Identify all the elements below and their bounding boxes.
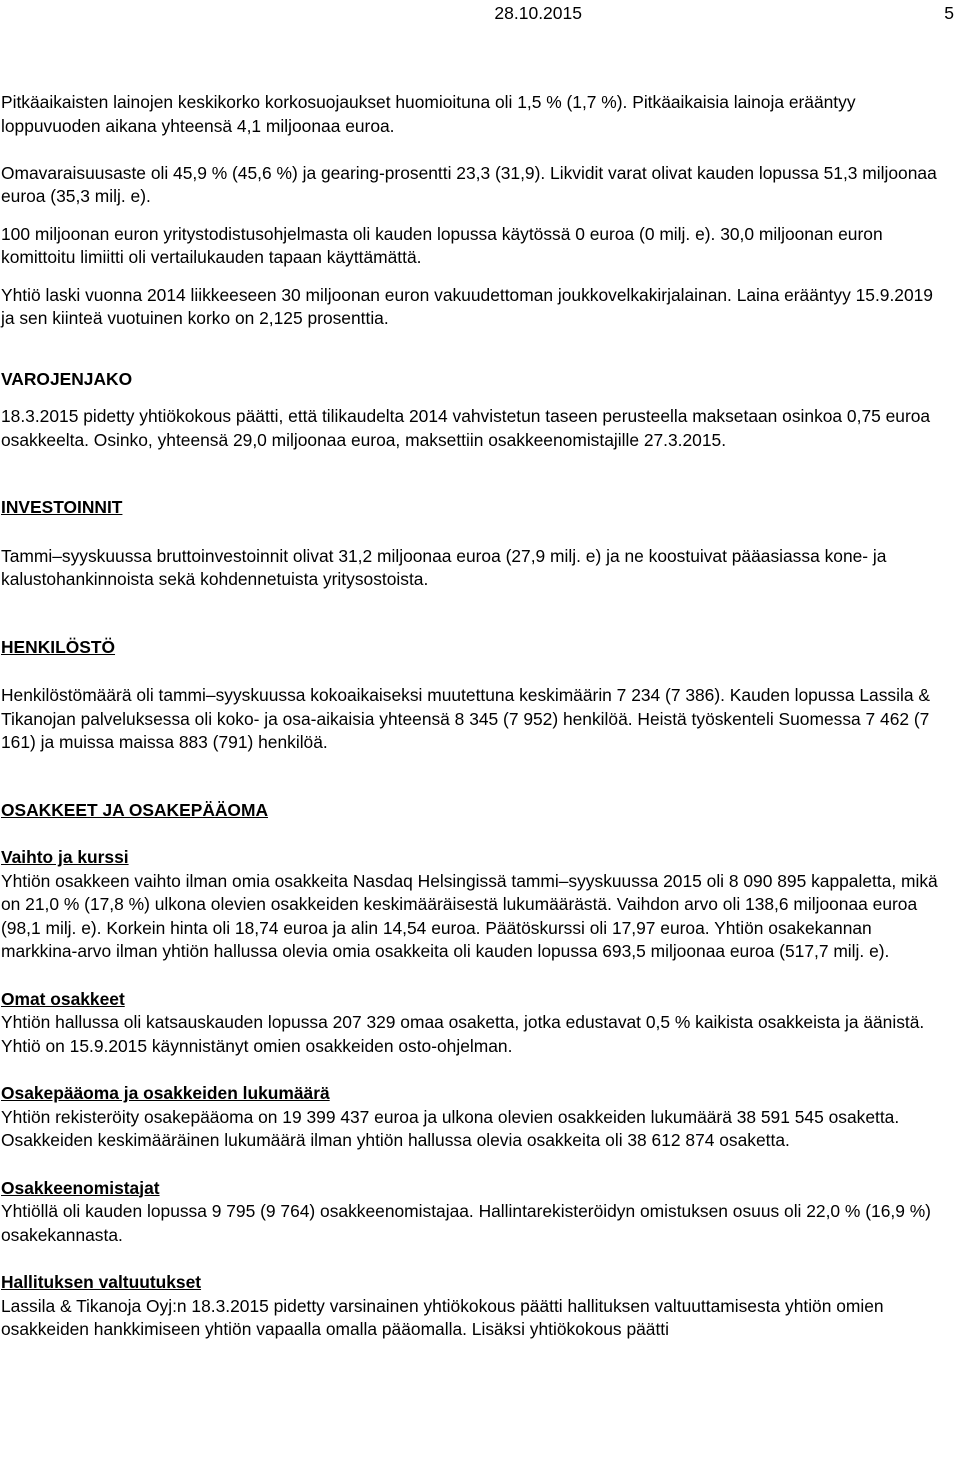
paragraph-bond: Yhtiö laski vuonna 2014 liikkeeseen 30 miljoonan euron vakuudettoman joukkovelkakirjalainan. Laina erääntyy 15.9.2019 ja sen kiinteä vuotuinen korko on 2,125 prosenttia. <box>1 284 933 328</box>
header-date: 28.10.2015 <box>494 3 582 23</box>
paragraph-long-term-loans: Pitkäaikaisten lainojen keskikorko korkosuojaukset huomioituna oli 1,5 % (1,7 %). Pitkäaikaisia lainoja erääntyy loppuvuoden aikana yhteensä 4,1 miljoonaa euroa. <box>1 92 856 136</box>
paragraph-investments: Tammi–syyskuussa bruttoinvestoinnit olivat 31,2 miljoonaa euroa (27,9 milj. e) ja ne koostuivat pääasiassa kone- ja kalustohankinnoista sekä kohdennetuista yritysostoista. <box>1 545 887 589</box>
heading-investoinnit: INVESTOINNIT <box>1 497 123 517</box>
paragraph-own-shares: Yhtiön hallussa oli katsauskauden lopussa 207 329 omaa osaketta, jotka edustavat 0,5 % kaikista osakkeista ja äänistä. Yhtiö on 15.9.2015 käynnistänyt omien osakkeiden osto-ohjelman. <box>1 1012 925 1056</box>
paragraph-personnel: Henkilöstömäärä oli tammi–syyskuussa kokoaikaiseksi muutettuna keskimäärin 7 234 (7 386). Kauden lopussa Lassila & Tikanojan palveluksessa oli koko- ja osa-aikaisia yhteensä 8 345 (7 952) henkilöä. Heistä työskenteli Suomessa 7 462 (7 161) ja muissa maissa 883 (791) henkilöä. <box>1 685 930 752</box>
subheading-valtuutukset: Hallituksen valtuutukset <box>1 1272 202 1292</box>
subheading-osakepaaoma: Osakepääoma ja osakkeiden lukumäärä <box>1 1083 330 1103</box>
paragraph-share-capital: Yhtiön rekisteröity osakepääoma on 19 399 437 euroa ja ulkona olevien osakkeiden lukumäärä 38 591 545 osaketta. Osakkeiden keskimääräinen lukumäärä ilman yhtiön hallussa olevia osakkeita oli 38 612 874 osaketta. <box>1 1106 900 1150</box>
heading-henkilosto: HENKILÖSTÖ <box>1 636 116 657</box>
paragraph-dividend: 18.3.2015 pidetty yhtiökokous päätti, että tilikaudelta 2014 vahvistetun taseen perusteella maksetaan osinkoa 0,75 euroa osakkeelta. Osinko, yhteensä 29,0 miljoonaa euroa, maksettiin osakkeenomistajille 27.3.2015. <box>1 406 931 450</box>
paragraph-authorizations: Lassila & Tikanoja Oyj:n 18.3.2015 pidetty varsinainen yhtiökokous päätti hallituksen valtuuttamisesta yhtiön omien osakkeiden hankkimiseen yhtiön vapaalla omalla pääomalla. Lisäksi yhtiökokous päätti <box>1 1295 884 1339</box>
heading-osakkeet: OSAKKEET JA OSAKEPÄÄOMA <box>1 799 269 820</box>
subheading-osakkeenomistajat: Osakkeenomistajat <box>1 1177 160 1198</box>
paragraph-shareholders: Yhtiöllä oli kauden lopussa 9 795 (9 764) osakkeenomistajaa. Hallintarekisteröidyn omistuksen osuus oli 22,0 % (16,9 %) osakekannasta. <box>1 1201 931 1245</box>
page-header <box>0 2 958 26</box>
paragraph-equity-ratio: Omavaraisuusaste oli 45,9 % (45,6 %) ja gearing-prosentti 23,3 (31,9). Likvidit varat olivat kauden lopussa 51,3 miljoonaa euroa (35,3 milj. e). <box>1 162 937 206</box>
paragraph-commercial-paper: 100 miljoonan euron yritystodistusohjelmasta oli kauden lopussa käytössä 0 euroa (0 milj. e). 30,0 miljoonan euron komittoitu limiitti oli vertailukauden tapaan käyttämättä. <box>1 223 883 267</box>
page-number: 5 <box>944 3 954 23</box>
document-body <box>1 91 951 1342</box>
heading-varojenjako: VAROJENJAKO <box>1 368 133 389</box>
subheading-vaihto: Vaihto ja kurssi <box>1 847 129 867</box>
subheading-omat-osakkeet: Omat osakkeet <box>1 988 125 1009</box>
paragraph-trading: Yhtiön osakkeen vaihto ilman omia osakkeita Nasdaq Helsingissä tammi–syyskuussa 2015 oli 8 090 895 kappaletta, mikä on 21,0 % (17,8 %) ulkona olevien osakkeiden keskimääräisestä lukumäärästä. Vaihdon arvo oli 138,6 miljoonaa euroa (98,1 milj. e). Korkein hinta oli 18,74 euroa ja alin 14,54 euroa. Päätöskurssi oli 17,97 euroa. Yhtiön osakekannan markkina-arvo ilman yhtiön hallussa olevia omia osakkeita oli kauden lopussa 693,5 miljoonaa euroa (517,7 milj. e). <box>1 870 938 961</box>
